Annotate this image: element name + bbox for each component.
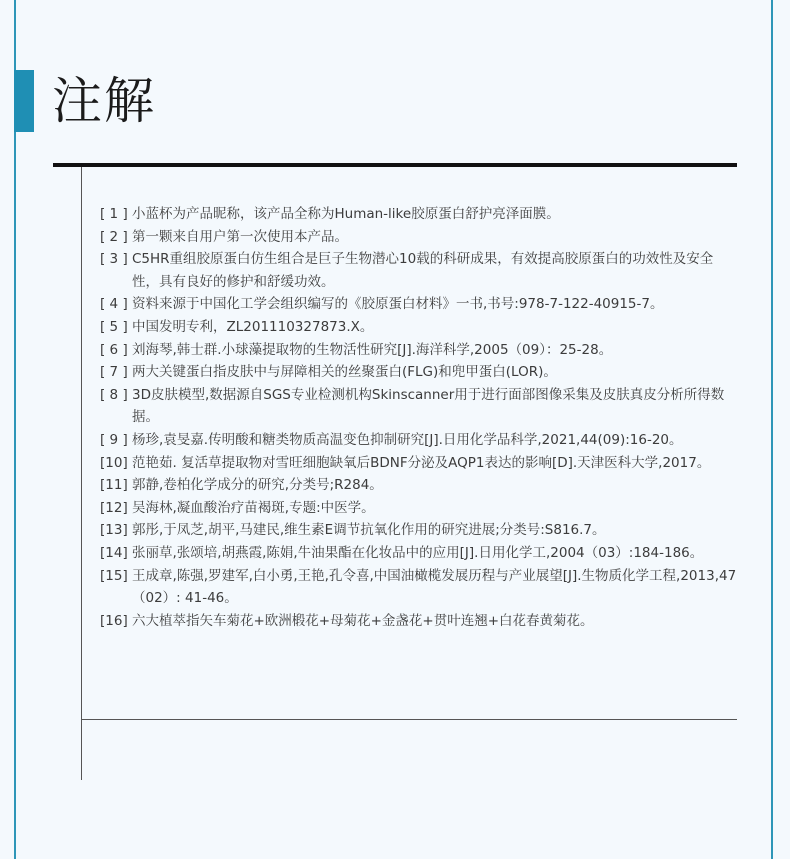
note-item bbox=[100, 384, 740, 429]
note-item bbox=[100, 565, 740, 610]
note-item bbox=[100, 474, 740, 497]
note-item bbox=[100, 542, 740, 565]
note-text: 张丽草,张颂培,胡燕霞,陈娟,牛油果酯在化妆品中的应用[J].日用化学工,2004（03）:184-186。 bbox=[132, 544, 704, 561]
note-number: [14] bbox=[100, 544, 128, 561]
note-number: [ 9 ] bbox=[100, 431, 128, 448]
note-number: [ 5 ] bbox=[100, 318, 128, 335]
note-item bbox=[100, 203, 740, 226]
note-number: [ 2 ] bbox=[100, 228, 128, 245]
top-divider bbox=[53, 163, 737, 167]
note-text: 两大关键蛋白指皮肤中与屏障相关的丝聚蛋白(FLG)和兜甲蛋白(LOR)。 bbox=[132, 364, 557, 381]
note-text: 刘海琴,韩士群.小球藻提取物的生物活性研究[J].海洋科学,2005（09）：25-28。 bbox=[132, 341, 613, 358]
note-text: 杨珍,袁旻嘉.传明酸和糖类物质高温变色抑制研究[J].日用化学品科学,2021,44(09):16-20。 bbox=[132, 431, 683, 448]
note-text: 吴海林,凝血酸治疗苗褐斑,专题:中医学。 bbox=[132, 499, 375, 516]
note-item bbox=[100, 429, 740, 452]
note-text: 郭彤,于凤芝,胡平,马建民,维生素E调节抗氧化作用的研究进展;分类号:S816.7。 bbox=[132, 522, 606, 539]
note-item bbox=[100, 293, 740, 316]
note-number: [ 4 ] bbox=[100, 296, 128, 313]
note-text: 小蓝杯为产品昵称，该产品全称为Human-like胶原蛋白舒护亮泽面膜。 bbox=[132, 206, 560, 222]
note-number: [13] bbox=[100, 522, 128, 539]
note-text: 范艳茹. 复活草提取物对雪旺细胞缺氧后BDNF分泌及AQP1表达的影响[D].天津医科大学,2017。 bbox=[132, 454, 711, 471]
note-number: [15] bbox=[100, 567, 128, 584]
notes-list bbox=[100, 203, 740, 632]
note-item bbox=[100, 610, 740, 633]
note-item bbox=[100, 248, 740, 293]
note-text: 第一颗来自用户第一次使用本产品。 bbox=[132, 228, 348, 245]
note-item bbox=[100, 452, 740, 475]
title-accent-bar bbox=[14, 70, 34, 132]
note-item bbox=[100, 339, 740, 362]
note-text: C5HR重组胶原蛋白仿生组合是巨子生物潜心10载的科研成果，有效提高胶原蛋白的功效性及安全性，具有良好的修护和舒缓功效。 bbox=[132, 251, 714, 290]
bottom-divider bbox=[82, 719, 737, 720]
note-number: [ 1 ] bbox=[100, 206, 128, 222]
note-number: [ 6 ] bbox=[100, 341, 128, 358]
content-left-border bbox=[81, 167, 82, 780]
note-number: [12] bbox=[100, 499, 128, 516]
note-item bbox=[100, 519, 740, 542]
note-text: 资料来源于中国化工学会组织编写的《胶原蛋白材料》一书,书号:978-7-122-40915-7。 bbox=[132, 296, 664, 313]
note-item bbox=[100, 497, 740, 520]
note-text: 3D皮肤模型,数据源自SGS专业检测机构Skinscanner用于进行面部图像采集及皮肤真皮分析所得数据。 bbox=[132, 386, 725, 426]
note-number: [16] bbox=[100, 612, 128, 629]
note-number: [11] bbox=[100, 477, 128, 494]
note-item bbox=[100, 316, 740, 339]
note-number: [10] bbox=[100, 454, 128, 471]
note-text: 中国发明专利，ZL201110327873.X。 bbox=[132, 318, 374, 335]
note-number: [ 7 ] bbox=[100, 364, 128, 381]
right-frame-line bbox=[771, 0, 773, 859]
note-number: [ 3 ] bbox=[100, 251, 128, 268]
note-text: 王成章,陈强,罗建军,白小勇,王艳,孔令喜,中国油橄榄发展历程与产业展望[J].生物质化学工程,2013,47（02）: 41-46。 bbox=[132, 567, 737, 607]
note-number: [ 8 ] bbox=[100, 386, 128, 403]
note-text: 六大植萃指矢车菊花+欧洲椴花+母菊花+金盏花+贯叶连翘+白花春黄菊花。 bbox=[132, 612, 594, 629]
page-title: 注解 bbox=[52, 72, 156, 130]
note-text: 郭静,卷柏化学成分的研究,分类号;R284。 bbox=[132, 477, 383, 494]
note-item bbox=[100, 361, 740, 384]
note-item bbox=[100, 226, 740, 249]
